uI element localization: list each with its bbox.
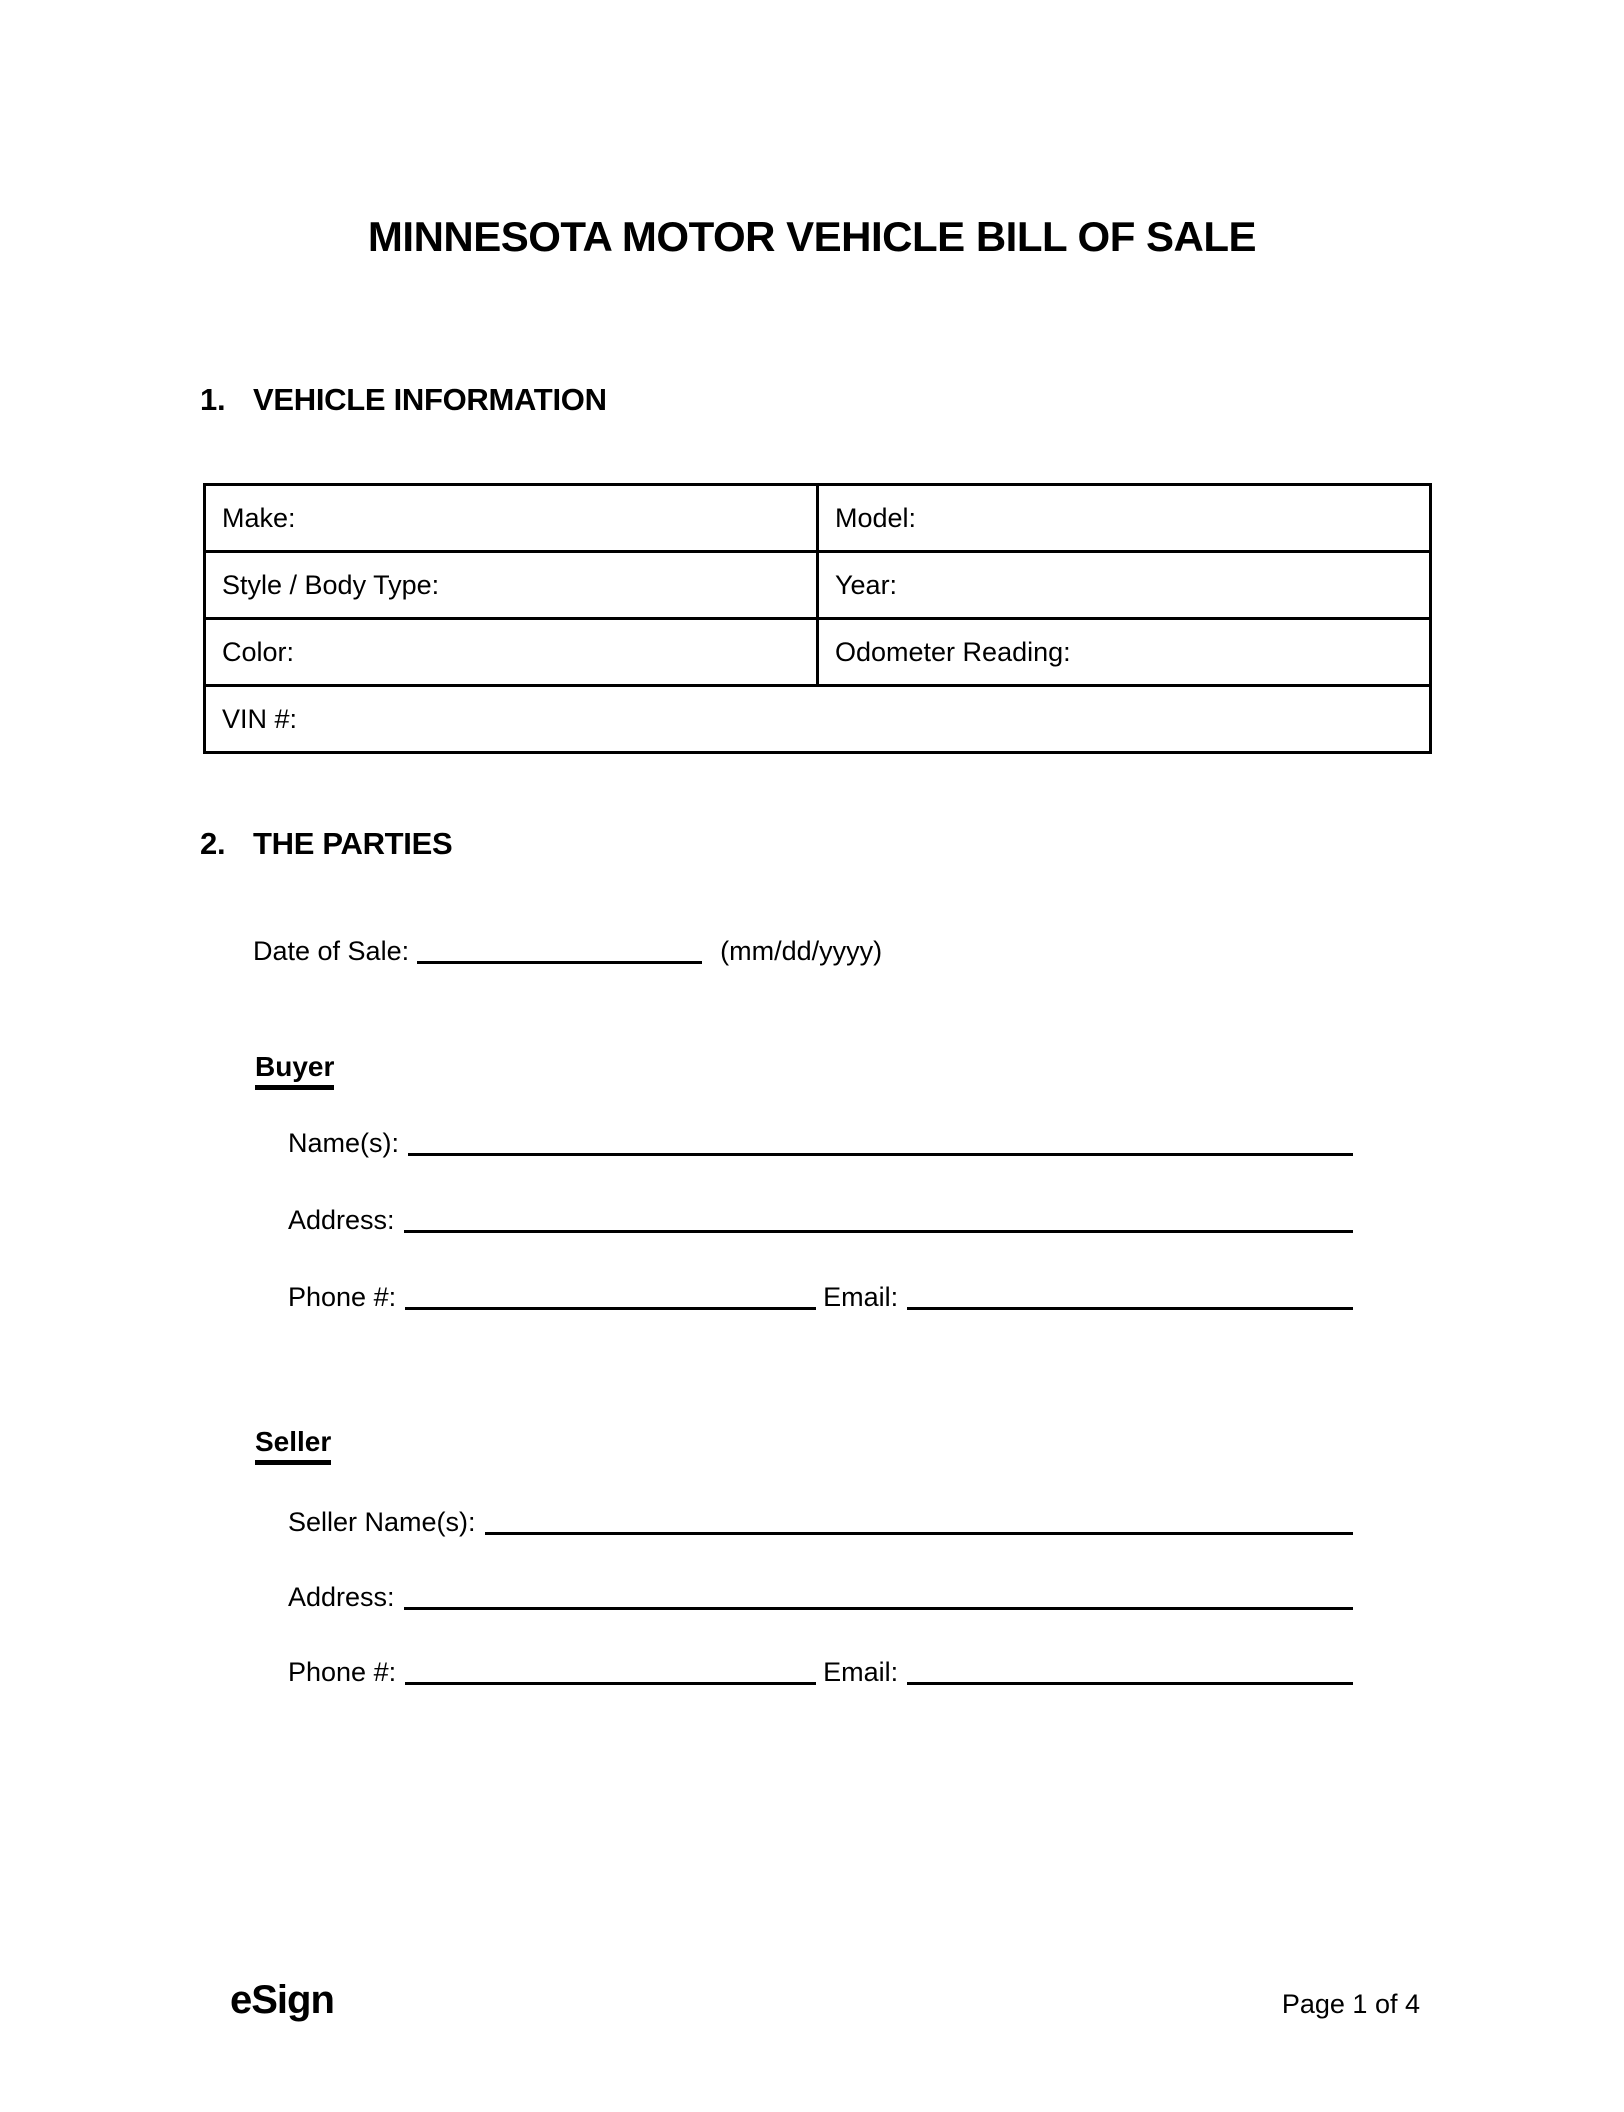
buyer-phone-email-row xyxy=(288,1282,1353,1313)
buyer-address-field[interactable] xyxy=(404,1230,1353,1233)
buyer-section-heading xyxy=(255,1052,334,1090)
year-cell[interactable] xyxy=(818,552,1431,619)
date-of-sale-field[interactable] xyxy=(417,960,702,964)
table-row xyxy=(205,686,1431,753)
model-cell[interactable] xyxy=(818,485,1431,552)
buyer-phone-label: Phone #: xyxy=(288,1282,397,1312)
seller-phone-email-row xyxy=(288,1657,1353,1688)
section-number: 1. xyxy=(200,382,226,417)
page-number: Page 1 of 4 xyxy=(1281,1989,1420,2019)
odometer-cell[interactable] xyxy=(818,619,1431,686)
make-label: Make: xyxy=(222,502,296,533)
color-cell[interactable] xyxy=(205,619,818,686)
table-row xyxy=(205,552,1431,619)
year-label: Year: xyxy=(835,569,898,600)
seller-address-row xyxy=(288,1582,1353,1613)
table-row xyxy=(205,619,1431,686)
section-label: VEHICLE INFORMATION xyxy=(253,382,607,417)
seller-name-row xyxy=(288,1507,1353,1538)
section-label: THE PARTIES xyxy=(253,826,453,861)
seller-email-label: Email: xyxy=(823,1657,899,1687)
seller-email-field[interactable] xyxy=(907,1682,1353,1685)
style-body-type-label: Style / Body Type: xyxy=(222,569,440,600)
buyer-address-row xyxy=(288,1205,1353,1236)
buyer-address-label: Address: xyxy=(288,1205,395,1235)
make-cell[interactable] xyxy=(205,485,818,552)
date-format-hint: (mm/dd/yyyy) xyxy=(720,936,883,966)
section-heading-the-parties xyxy=(200,827,452,861)
seller-heading-text: Seller xyxy=(255,1427,331,1465)
seller-phone-field[interactable] xyxy=(405,1682,816,1685)
table-row xyxy=(205,485,1431,552)
seller-name-field[interactable] xyxy=(485,1532,1353,1535)
buyer-name-field[interactable] xyxy=(408,1153,1353,1156)
odometer-label: Odometer Reading: xyxy=(835,636,1071,667)
vehicle-info-table xyxy=(203,483,1432,754)
buyer-email-field[interactable] xyxy=(907,1307,1353,1310)
seller-name-label: Seller Name(s): xyxy=(288,1507,476,1537)
style-body-type-cell[interactable] xyxy=(205,552,818,619)
buyer-phone-field[interactable] xyxy=(405,1307,816,1310)
document-title: MINNESOTA MOTOR VEHICLE BILL OF SALE xyxy=(367,213,1257,260)
vin-cell[interactable] xyxy=(205,686,1431,753)
model-label: Model: xyxy=(835,502,917,533)
section-heading-vehicle-information xyxy=(200,383,607,417)
buyer-email-label: Email: xyxy=(823,1282,899,1312)
seller-address-label: Address: xyxy=(288,1582,395,1612)
seller-phone-label: Phone #: xyxy=(288,1657,397,1687)
section-number: 2. xyxy=(200,826,226,861)
buyer-name-label: Name(s): xyxy=(288,1128,400,1158)
date-of-sale-label: Date of Sale: xyxy=(253,936,410,966)
buyer-name-row xyxy=(288,1128,1353,1159)
vin-label: VIN #: xyxy=(222,703,298,734)
date-of-sale-row xyxy=(253,936,882,967)
esign-logo: eSign xyxy=(230,1978,334,2022)
color-label: Color: xyxy=(222,636,295,667)
buyer-heading-text: Buyer xyxy=(255,1052,334,1090)
seller-section-heading xyxy=(255,1427,331,1465)
seller-address-field[interactable] xyxy=(404,1607,1353,1610)
